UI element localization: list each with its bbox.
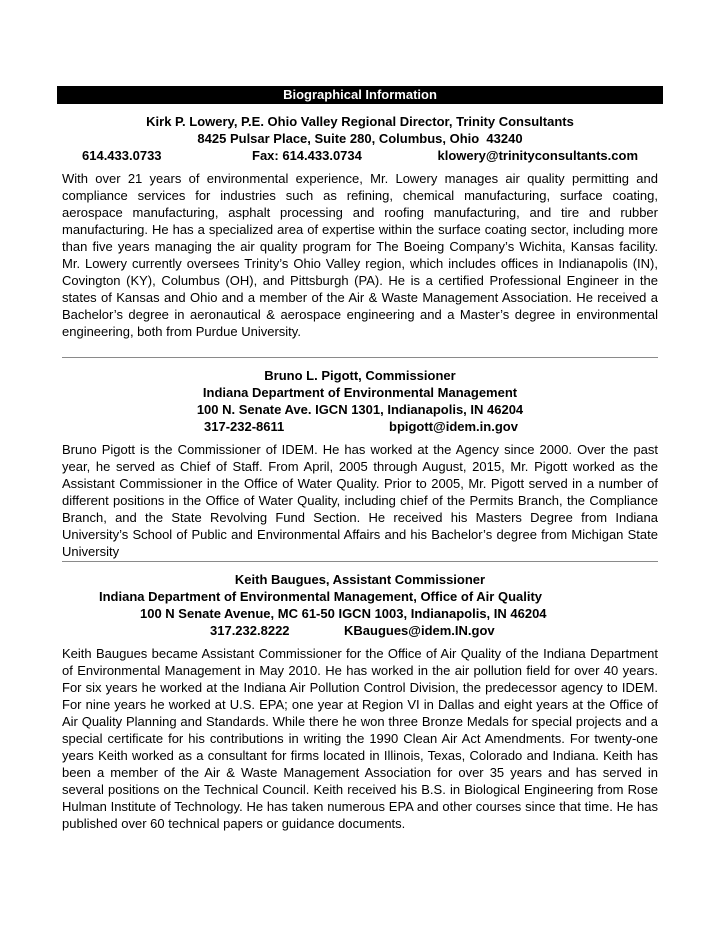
- bio-phone: 614.433.0733: [82, 148, 162, 163]
- section-title-bar: Biographical Information: [57, 86, 663, 104]
- bio-paragraph: With over 21 years of environmental experience, Mr. Lowery manages air quality permitting and compliance services for industries such as refining, chemical manufacturing, surface coating, aerospace manufacturing, asphalt processing and roofing manufacturing, and tire and rubber manufacturing. He has a specialized area of expertise within the surface coating sector, including more than five years managing the air quality program for The Boeing Company’s Wichita, Kansas facility. Mr. Lowery currently oversees Trinity’s Ohio Valley region, which includes offices in Indianapolis (IN), Covington (KY), Columbus (OH), and Pittsburgh (PA). He is a certified Professional Engineer in the states of Kansas and Ohio and a member of the Air & Waste Management Association. He received a Bachelor’s degree in aeronautical & aerospace engineering and a Master’s degree in environmental engineering, both from Purdue University.: [62, 171, 658, 339]
- bio-paragraph: Bruno Pigott is the Commissioner of IDEM. He has worked at the Agency since 2000. Over the past year, he served as Chief of Staff. From April, 2005 through August, 2015, Mr. Pigott worked as the Assistant Commissioner in the Office of Water Quality. Prior to 2005, Mr. Pigott served in a number of different positions in the Office of Water Quality, including chief of the Permits Branch, the Compliance Branch, and the State Revolving Fund Section. He received his Masters Degree from Indiana University’s School of Public and Environmental Affairs and his Bachelor’s degree from Michigan State University: [62, 442, 658, 559]
- bio-name-line: Kirk P. Lowery, P.E. Ohio Valley Regional Director, Trinity Consultants: [146, 114, 574, 129]
- bio-email-link[interactable]: klowery@trinityconsultants.com: [437, 148, 638, 163]
- section-divider: [62, 561, 658, 562]
- bio-contact-row: [62, 418, 658, 435]
- bio-fax: Fax: 614.433.0734: [252, 148, 362, 163]
- bio-org-line: Indiana Department of Environmental Management: [202, 385, 518, 400]
- bio-phone: 317-232-8611: [204, 419, 285, 434]
- bio-address-line: 100 N. Senate Ave. IGCN 1301, Indianapolis, IN 46204: [196, 402, 524, 417]
- bio-baugues: [62, 571, 658, 832]
- bio-lowery: [62, 113, 658, 340]
- bio-contact-row: [62, 147, 658, 164]
- bio-phone: 317.232.8222: [210, 623, 290, 638]
- bio-address-line: 8425 Pulsar Place, Suite 280, Columbus, Ohio 43240: [197, 131, 523, 146]
- bio-name-line: Keith Baugues, Assistant Commissioner: [234, 572, 486, 587]
- bio-contact-row: [62, 622, 658, 639]
- bio-name-line: Bruno L. Pigott, Commissioner: [264, 368, 456, 383]
- bio-email-link[interactable]: bpigott@idem.in.gov: [389, 419, 518, 434]
- bio-org-line: Indiana Department of Environmental Management, Office of Air Quality: [99, 589, 543, 604]
- section-divider: [62, 357, 658, 358]
- bio-address-line: 100 N Senate Avenue, MC 61-50 IGCN 1003, Indianapolis, IN 46204: [140, 606, 547, 621]
- bio-pigott: [62, 367, 658, 560]
- bio-paragraph: Keith Baugues became Assistant Commissioner for the Office of Air Quality of the Indiana Department of Environmental Management in May 2010. He has worked in the air pollution field for over 40 years. For six years he worked at the Indiana Air Pollution Control Division, the predecessor agency to IDEM. For nine years he worked at U.S. EPA; one year at Region VI in Dallas and eight years at the Office of Air Quality Planning and Standards. While there he won three Bronze Medals for special projects and a special certificate for his contributions in writing the 1990 Clean Air Act Amendments. For twenty-one years Keith worked as a consultant for firms located in Illinois, Texas, Colorado and Indiana. Keith has been a member of the Air & Waste Management Association for over 35 years and has served in several positions on the Technical Council. Keith received his B.S. in Biological Engineering from Rose Hulman Institute of Technology. He has taken numerous EPA and other courses since that time. He has published over 60 technical papers or guidance documents.: [62, 646, 658, 831]
- bio-email-link[interactable]: KBaugues@idem.IN.gov: [344, 623, 495, 638]
